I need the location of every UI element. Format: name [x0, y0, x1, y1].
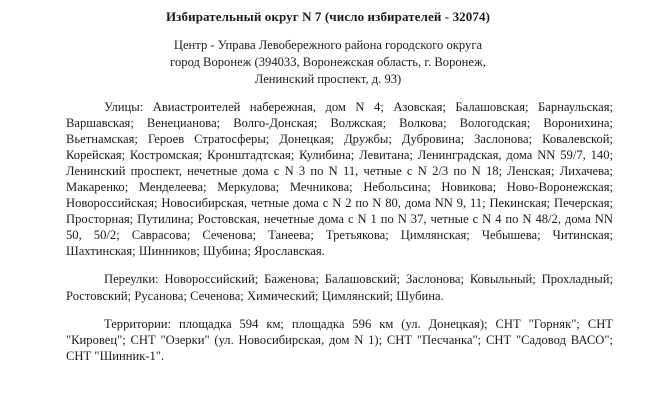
center-address-line-2: город Воронеж (394033, Воронежская область, г. Воронеж, [170, 55, 486, 69]
center-address-line-1: Центр - Управа Левобережного района городского округа [173, 38, 483, 52]
center-address-line-3: Ленинский проспект, д. 93) [254, 72, 402, 86]
districts-body [0, 88, 656, 364]
territories-paragraph: Территории: площадка 594 км; площадка 596 км (ул. Донецкая); СНТ "Горняк"; СНТ "Кировец"; СНТ "Озерки" (ул. Новосибирская, дом N 1); СНТ "Песчанка"; СНТ "Садовод ВАСО"; СНТ "Шинник-1". [66, 316, 613, 363]
lanes-paragraph: Переулки: Новороссийский; Баженова; Балашовский; Заслонова; Ковыльный; Прохладный; Ростовский; Русанова; Сеченова; Химический; Цимлянский; Шубина. [66, 272, 613, 303]
page-title: Избирательный округ N 7 (число избирателей - 32074) [165, 9, 491, 24]
center-address-block [0, 24, 656, 88]
streets-paragraph: Улицы: Авиастроителей набережная, дом N 4; Азовская; Балашовская; Барнаульская; Варшавская; Венецианова; Волго-Донская; Волжская; Волкова; Вологодская; Воронихина; Вьетнамская; Героев Стратосферы; Донецкая; Дружбы; Дубровина; Заслонова; Ковалевской; Корейская; Костромская; Кронштадтская; Кулибина; Левитана; Ленинградская, дома NN 59/7, 140; Ленинский проспект, нечетные дома с N 3 по N 11, четные с N 2/3 по N 18; Ленская; Лихачева; Макаренко; Менделеева; Меркулова; Мечникова; Небольсина; Новикова; Ново-Воронежская; Новороссийская; Новосибирская, четные дома с N 2 по N 80, дома NN 9, 11; Пекинская; Печерская; Просторная; Путилина; Ростовская, нечетные дома с N 1 по N 37, четные с N 4 по N 48/2, дома NN 50, 50/2; Саврасова; Сеченова; Танеева; Третьякова; Цимлянская; Чебышева; Читинская; Шахтинская; Шинников; Шубина; Ярославская. [66, 100, 613, 259]
